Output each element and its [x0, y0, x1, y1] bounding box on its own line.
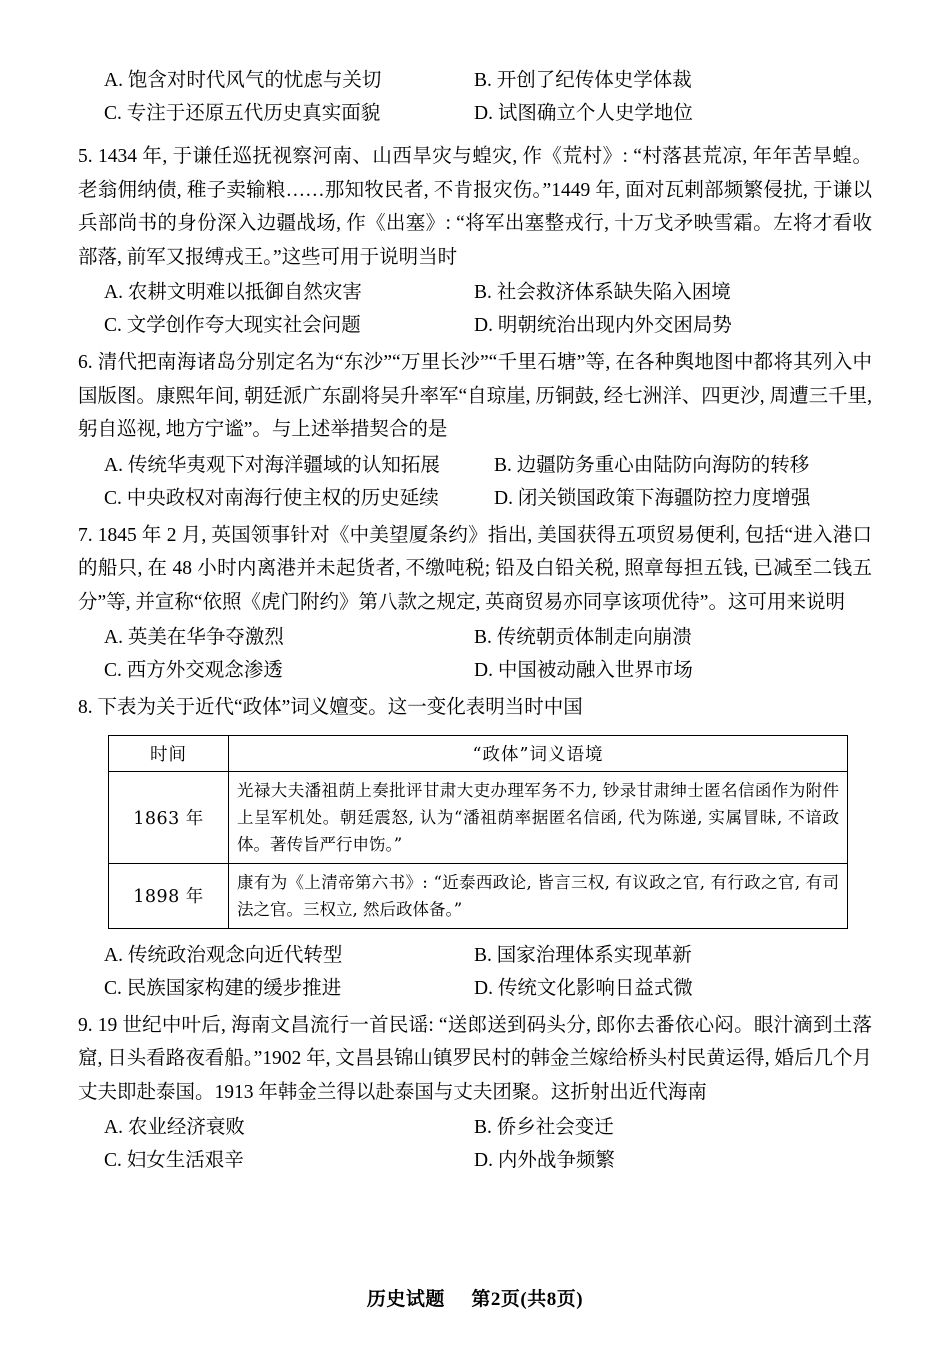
- question-9-options: [78, 1111, 872, 1177]
- question-6-options: [78, 449, 872, 515]
- option-b: B. 传统朝贡体制走向崩溃: [474, 627, 692, 648]
- header-context: “政体”词义语境: [229, 735, 848, 771]
- option-d: D. 明朝统治出现内外交困局势: [474, 315, 732, 336]
- option-b: B. 边疆防务重心由陆防向海防的转移: [494, 454, 810, 476]
- question-8: [78, 691, 872, 1005]
- cell-context: 光禄大夫潘祖荫上奏批评甘肃大吏办理军务不力, 钞录甘肃绅士匿名信函作为附件上呈军机处。朝廷震怒, 认为“潘祖荫率据匿名信函, 代为陈递, 实属冒昧, 不谙政体。著传旨严行申饬。”: [229, 771, 848, 863]
- header-time: 时间: [109, 735, 229, 771]
- zhengti-table-wrapper: [108, 735, 848, 929]
- option-b: B. 国家治理体系实现革新: [474, 944, 692, 966]
- question-5: [78, 140, 872, 342]
- option-c: C. 民族国家构建的缓步推进: [104, 977, 342, 999]
- question-7: [78, 519, 872, 688]
- option-c: C. 西方外交观念渗透: [104, 660, 283, 681]
- zhengti-table: [108, 735, 848, 929]
- question-7-stem: 7. 1845 年 2 月, 英国领事针对《中美望厦条约》指出, 美国获得五项贸易便利, 包括“进入港口的船只, 在 48 小时内离港并未起货者, 不缴吨税; 铅及白铅关税, 照章每担五钱, 已减至二钱五分”等, 并宣称“依照《虎门附约》第八款之规定, 英商贸易亦同享该项优待”。这可用来说明: [78, 524, 872, 613]
- page-footer: [0, 1284, 950, 1311]
- table-row: [109, 771, 848, 863]
- question-6: [78, 346, 872, 515]
- option-a: A. 饱含对时代风气的忧虑与关切: [104, 70, 382, 91]
- cell-context: 康有为《上清帝第六书》: “近泰西政论, 皆言三权, 有议政之官, 有行政之官, 有司法之官。三权立, 然后政体备。”: [229, 863, 848, 928]
- footer-subject: 历史试题: [366, 1289, 445, 1310]
- option-d: D. 试图确立个人史学地位: [474, 103, 693, 124]
- question-8-stem: 8. 下表为关于近代“政体”词义嬗变。这一变化表明当时中国: [78, 697, 583, 718]
- option-c: C. 妇女生活艰辛: [104, 1150, 244, 1171]
- option-a: A. 传统华夷观下对海洋疆域的认知拓展: [104, 454, 440, 476]
- option-c: C. 文学创作夸大现实社会问题: [104, 315, 361, 336]
- option-b: B. 侨乡社会变迁: [474, 1117, 614, 1138]
- question-7-options: [78, 621, 872, 687]
- question-8-options: [78, 939, 872, 1005]
- option-a: A. 农耕文明难以抵御自然灾害: [104, 282, 362, 303]
- option-d: D. 闭关锁国政策下海疆防控力度增强: [494, 487, 811, 509]
- cell-time: 1863 年: [109, 771, 229, 863]
- option-c: C. 中央政权对南海行使主权的历史延续: [104, 487, 439, 509]
- cell-time: 1898 年: [109, 863, 229, 928]
- question-9-stem: 9. 19 世纪中叶后, 海南文昌流行一首民谣: “送郎送到码头分, 郎你去番依心闷。眼汁滴到土落窟, 日头看路夜看船。”1902 年, 文昌县锦山镇罗民村的韩金兰嫁给桥头村民黄运得, 婚后几个月丈夫即赴泰国。1913 年韩金兰得以赴泰国与丈夫团聚。这折射出近代海南: [78, 1014, 872, 1103]
- option-d: D. 中国被动融入世界市场: [474, 660, 693, 681]
- table-header-row: [109, 735, 848, 771]
- option-d: D. 传统文化影响日益式微: [474, 977, 693, 999]
- table-row: [109, 863, 848, 928]
- option-a: A. 传统政治观念向近代转型: [104, 944, 343, 966]
- option-c: C. 专注于还原五代历史真实面貌: [104, 103, 381, 124]
- option-b: B. 开创了纪传体史学体裁: [474, 70, 692, 91]
- carryover-options: [78, 64, 872, 130]
- question-6-stem: 6. 清代把南海诸岛分别定名为“东沙”“万里长沙”“千里石塘”等, 在各种舆地图中都将其列入中国版图。康熙年间, 朝廷派广东副将吴升率军“自琼崖, 历铜鼓, 经七洲洋、四更沙, 周遭三千里, 躬自巡视, 地方宁谧”。与上述举措契合的是: [78, 352, 872, 440]
- option-a: A. 农业经济衰败: [104, 1117, 245, 1138]
- footer-page-number: 第2页(共8页): [471, 1289, 584, 1310]
- option-a: A. 英美在华争夺激烈: [104, 627, 284, 648]
- question-5-stem: 5. 1434 年, 于谦任巡抚视察河南、山西旱灾与蝗灾, 作《荒村》: “村落甚荒凉, 年年苦旱蝗。老翁佣纳债, 稚子卖输粮……那知牧民者, 不肯报灾伤。”1449 年, 面对瓦剌部频繁侵扰, 于谦以兵部尚书的身份深入边疆战场, 作《出塞》: “将军出塞整戎行, 十万戈矛映雪霜。左将才看收部落, 前军又报缚戎王。”这些可用于说明当时: [78, 146, 872, 268]
- question-5-options: [78, 276, 872, 342]
- option-b: B. 社会救济体系缺失陷入困境: [474, 282, 731, 303]
- question-9: [78, 1009, 872, 1178]
- option-d: D. 内外战争频繁: [474, 1150, 615, 1171]
